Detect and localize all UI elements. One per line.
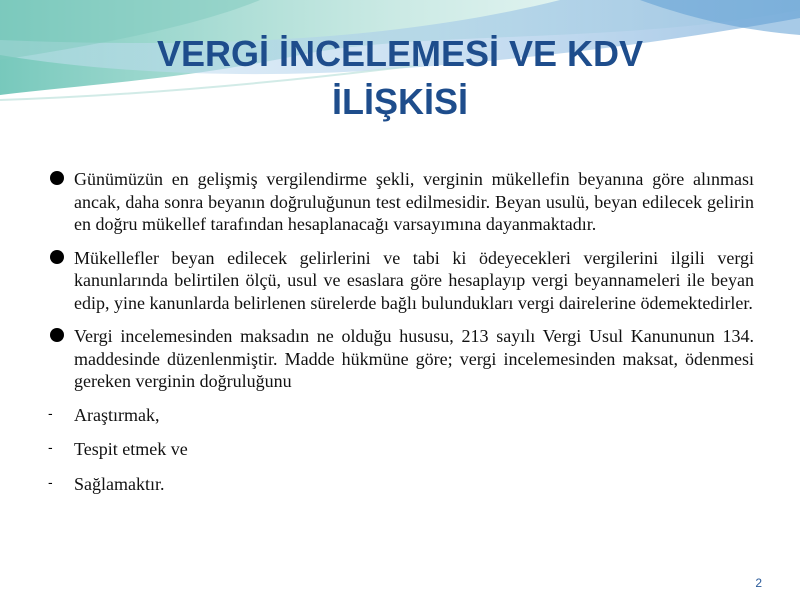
slide-title-line2: İLİŞKİSİ	[331, 81, 469, 122]
page-number: 2	[755, 576, 762, 590]
dash-item-text: Sağlamaktır.	[74, 473, 165, 494]
bullet-text: Mükellefler beyan edilecek gelirlerini ve tabi ki ödeyecekleri vergilerini ilgili vergi kanunlarında belirtilen ölçü, usul ve esaslara göre hesaplayıp vergi beyannameleri ile beyan edip, yine kanunlarda belirlenen sürelerde bağlı bulundukları vergi dairelerine ödemektedirler.	[74, 247, 754, 313]
slide-title	[40, 30, 760, 126]
dash-marker-icon: -	[48, 439, 53, 455]
bullet-item	[44, 247, 754, 315]
bullet-item	[44, 168, 754, 236]
dash-item-text: Tespit etmek ve	[74, 439, 188, 459]
dash-marker-icon: -	[48, 473, 53, 490]
bullet-text: Vergi incelemesinden maksadın ne olduğu hususu, 213 sayılı Vergi Usul Kanununun 134. maddesinde düzenlenmiştir. Madde hükmüne göre; vergi incelemesinden maksat, ödenmesi gereken verginin doğruluğunu	[74, 326, 754, 391]
bullet-item	[44, 325, 754, 393]
slide-title-line1: VERGİ İNCELEMESİ VE KDV	[156, 33, 644, 74]
dash-item	[44, 404, 754, 427]
bullet-text: Günümüzün en gelişmiş vergilendirme şekli, verginin mükellefin beyanına göre alınması ancak, daha sonra beyanın doğruluğunun test edilmesidir. Beyan usulü, beyan edilecek gelirin en doğru mükellef tarafından hesaplanacağı varsayımına dayanmaktadır.	[74, 169, 754, 234]
dash-item	[44, 438, 754, 461]
bullet-dot-icon	[50, 250, 64, 264]
bullet-dot-icon	[50, 328, 64, 342]
dash-item	[44, 473, 754, 496]
bullet-dot-icon	[50, 171, 64, 185]
dash-item-text: Araştırmak,	[74, 404, 160, 425]
slide-body	[44, 168, 754, 507]
dash-marker-icon: -	[48, 404, 53, 421]
